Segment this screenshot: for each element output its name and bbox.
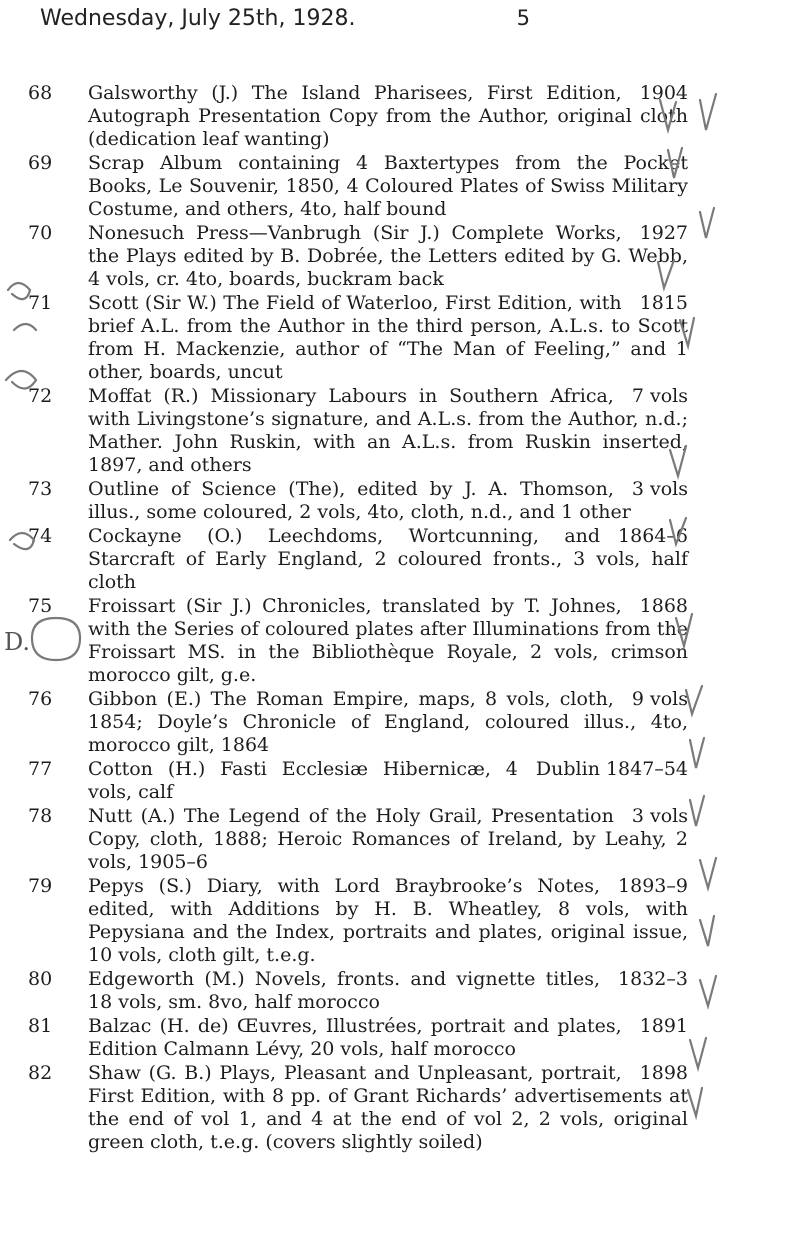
lot-number: 71 [28,292,53,314]
lot-73 [28,478,688,524]
lot-date: 1815 [639,292,688,314]
lot-date: 9 vols [631,688,688,710]
lot-number: 68 [28,82,53,104]
lot-description: Outline of Science (The), edited by J. A. Thomson, illus., some coloured, 2 vols, 4to, cloth, n.d., and 1 other [88,478,631,523]
lot-date: 1904 [639,82,688,104]
lot-74 [28,525,688,594]
lot-date: 7 vols [631,385,688,407]
lot-description: Balzac (H. de) Œuvres, Illustrées, portrait and plates, Edition Calmann Lévy, 20 vols, half morocco [88,1015,622,1060]
lot-description: Moffat (R.) Missionary Labours in Southern Africa, with Livingstone’s signature, and A.L.s. from the Author, n.d.; Mather. John Ruskin, with an A.L.s. from Ruskin inserted, 1897, and others [88,385,688,476]
lot-description: Nonesuch Press—Vanbrugh (Sir J.) Complete Works, the Plays edited by B. Dobrée, the Letters edited by G. Webb, 4 vols, cr. 4to, boards, buckram back [88,222,688,290]
lot-description: Scott (Sir W.) The Field of Waterloo, First Edition, with brief A.L. from the Author in the third person, A.L.s. to Scott from H. Mackenzie, author of “The Man of Feeling,” and 1 other, boards, uncut [88,292,688,383]
lot-number: 70 [28,222,53,244]
header-title: Wednesday, July 25th, 1928. [40,6,356,31]
lot-description: Pepys (S.) Diary, with Lord Braybrooke’s Notes, edited, with Additions by H. B. Wheatley, 8 vols, with Pepysiana and the Index, portraits and plates, original issue, 10 vols, cloth gilt, t.e.g. [88,875,688,966]
page-header [40,6,530,46]
lot-76 [28,688,688,757]
lot-description: Gibbon (E.) The Roman Empire, maps, 8 vols, cloth, 1854; Doyle’s Chronicle of England, coloured illus., 4to, morocco gilt, 1864 [88,688,688,756]
lot-82 [28,1062,688,1154]
lot-description: Cockayne (O.) Leechdoms, Wortcunning, and Starcraft of Early England, 2 coloured fronts., 3 vols, half cloth [88,525,688,593]
lot-80 [28,968,688,1014]
lot-description: Cotton (H.) Fasti Ecclesiæ Hibernicæ, 4 vols, calf [88,758,518,803]
lot-number: 74 [28,525,53,547]
lot-date: 1891 [639,1015,688,1037]
lot-78 [28,805,688,874]
lot-date: 1832–3 [618,968,688,990]
lot-list [28,82,688,1155]
lot-75 [28,595,688,687]
lot-description: Shaw (G. B.) Plays, Pleasant and Unpleasant, portrait, First Edition, with 8 pp. of Grant Richards’ advertisements at the end of vol 1, and 4 at the end of vol 2, 2 vols, original green cloth, t.e.g. (covers slightly soiled) [88,1062,688,1153]
page-number: 5 [516,6,530,30]
lot-number: 77 [28,758,53,780]
lot-description: Scrap Album containing 4 Baxtertypes from the Pocket Books, Le Souvenir, 1850, 4 Coloured Plates of Swiss Military Costume, and others, 4to, half bound [88,152,688,220]
lot-date: 1893–9 [618,875,688,897]
lot-date: 3 vols [631,805,688,827]
lot-number: 80 [28,968,53,990]
lot-description: Galsworthy (J.) The Island Pharisees, First Edition, Autograph Presentation Copy from the Author, original cloth (dedication leaf wanting) [88,82,688,150]
lot-69 [28,152,688,221]
lot-date: 1898 [639,1062,688,1084]
lot-70 [28,222,688,291]
lot-79 [28,875,688,967]
lot-81 [28,1015,688,1061]
lot-number: 72 [28,385,53,407]
lot-date: 1868 [639,595,688,617]
lot-71 [28,292,688,384]
lot-number: 76 [28,688,53,710]
lot-number: 69 [28,152,53,174]
lot-date: 3 vols [631,478,688,500]
lot-77 [28,758,688,804]
lot-date: 1864–6 [618,525,688,547]
lot-number: 79 [28,875,53,897]
lot-number: 81 [28,1015,53,1037]
lot-date: 1927 [639,222,688,244]
lot-68 [28,82,688,151]
lot-number: 78 [28,805,53,827]
margin-note: D. [4,628,31,656]
lot-description: Nutt (A.) The Legend of the Holy Grail, Presentation Copy, cloth, 1888; Heroic Romances of Ireland, by Leahy, 2 vols, 1905–6 [88,805,688,873]
lot-description: Froissart (Sir J.) Chronicles, translated by T. Johnes, with the Series of coloured plates after Illuminations from the Froissart MS. in the Bibliothèque Royale, 2 vols, crimson morocco gilt, g.e. [88,595,688,686]
lot-number: 75 [28,595,53,617]
lot-date: Dublin 1847–54 [535,758,688,780]
lot-72 [28,385,688,477]
lot-description: Edgeworth (M.) Novels, fronts. and vignette titles, 18 vols, sm. 8vo, half morocco [88,968,601,1013]
lot-number: 73 [28,478,53,500]
lot-number: 82 [28,1062,53,1084]
